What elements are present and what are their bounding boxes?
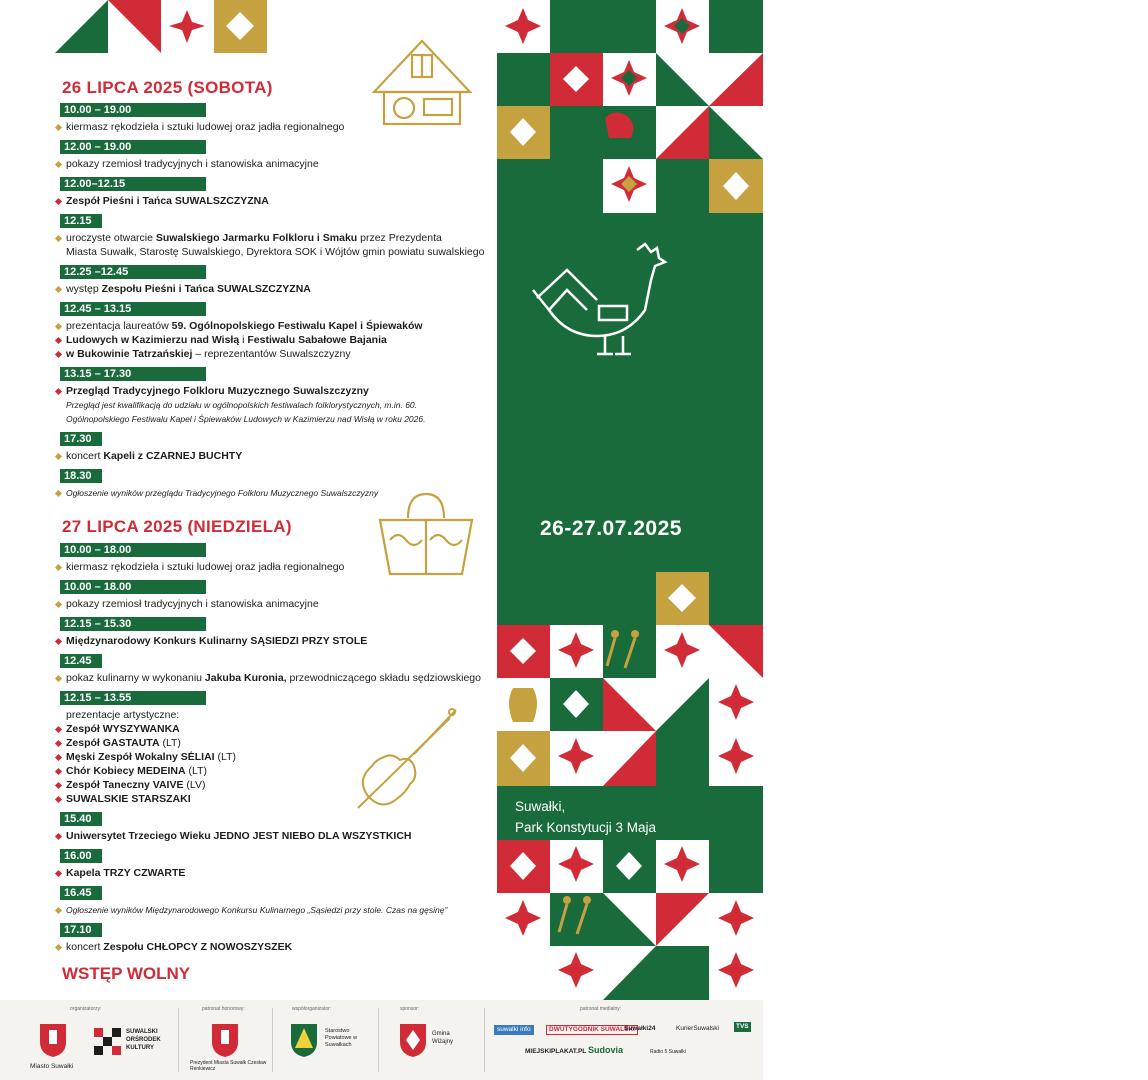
time-badge: 12.15 – 13.55: [60, 691, 206, 705]
bullet-icon: [55, 351, 62, 358]
bullet-icon: [55, 235, 62, 242]
time-badge: 16.45: [60, 886, 102, 900]
time-badge: 16.00: [60, 849, 102, 863]
schedule-line: pokaz kulinarny w wykonaniu Jakuba Kuronia, przewodniczącego składu sędziowskiego: [66, 672, 481, 684]
schedule-line: SUWALSKIE STARSZAKI: [66, 793, 191, 805]
house-icon: [370, 37, 475, 127]
schedule-line: występ Zespołu Pieśni i Tańca SUWALSZCZYZNA: [66, 283, 311, 295]
time-badge: 17.30: [60, 432, 102, 446]
bullet-icon: [55, 796, 62, 803]
bullet-icon: [55, 833, 62, 840]
bullet-icon: [55, 740, 62, 747]
bullet-icon: [55, 286, 62, 293]
time-badge: 12.00–12.15: [60, 177, 206, 191]
time-badge: 12.25 –12.45: [60, 265, 206, 279]
schedule-line: pokazy rzemiosł tradycyjnych i stanowiska animacyjne: [66, 598, 319, 610]
schedule-line: kiermasz rękodzieła i sztuki ludowej oraz jadła regionalnego: [66, 121, 345, 133]
president-crest-icon: [210, 1022, 240, 1058]
bullet-icon: [55, 782, 62, 789]
schedule-line: w Bukowinie Tatrzańskiej – reprezentantów Suwalszczyzny: [66, 348, 351, 360]
gmina-crest-icon: [398, 1022, 428, 1058]
schedule-line: kiermasz rękodzieła i sztuki ludowej oraz jadła regionalnego: [66, 561, 345, 573]
time-badge: 12.45: [60, 654, 102, 668]
event-panel: [497, 0, 1148, 1000]
time-badge: 10.00 – 19.00: [60, 103, 206, 117]
bullet-icon: [55, 490, 62, 497]
schedule-line: Przegląd Tradycyjnego Folkloru Muzycznego Suwalszczyzny: [66, 385, 369, 397]
sok-logo-icon: [94, 1028, 122, 1056]
schedule-line: uroczyste otwarcie Suwalskiego Jarmarku Folkloru i Smaku przez Prezydenta: [66, 232, 442, 244]
schedule-line: Zespół WYSZYWANKA: [66, 723, 180, 735]
schedule-line: Zespół GASTAUTA (LT): [66, 737, 181, 749]
bullet-icon: [55, 388, 62, 395]
time-badge: 10.00 – 18.00: [60, 580, 206, 594]
schedule-line: prezentacje artystyczne:: [66, 709, 180, 721]
bullet-icon: [55, 161, 62, 168]
schedule-line: Ogłoszenie wyników Międzynarodowego Konkursu Kulinarnego „Sąsiedzi przy stole. Czas na gęsinę”: [66, 905, 448, 915]
event-title: Suwalski Jarmark Folkloru i Smaku: [1037, 383, 1148, 504]
bullet-icon: [55, 638, 62, 645]
bullet-icon: [55, 453, 62, 460]
bullet-icon: [55, 870, 62, 877]
bullet-icon: [55, 124, 62, 131]
city-crest-icon: [38, 1022, 68, 1058]
event-date: 26-27.07.2025: [540, 517, 682, 540]
bullet-icon: [55, 675, 62, 682]
violin-icon: [352, 704, 464, 814]
schedule-line: pokazy rzemiosł tradycyjnych i stanowiska animacyjne: [66, 158, 319, 170]
bullet-icon: [55, 323, 62, 330]
county-crest-icon: [289, 1022, 319, 1058]
bullet-icon: [55, 768, 62, 775]
bullet-icon: [55, 944, 62, 951]
pattern-footer: [497, 840, 763, 1000]
schedule-line: Zespół Taneczny VAIVE (LV): [66, 779, 206, 791]
bullet-icon: [55, 198, 62, 205]
schedule-line: koncert Kapeli z CZARNEJ BUCHTY: [66, 450, 243, 462]
schedule-line: Zespół Pieśni i Tańca SUWALSZCZYZNA: [66, 195, 269, 207]
bullet-icon: [55, 601, 62, 608]
time-badge: 10.00 – 18.00: [60, 543, 206, 557]
bullet-icon: [55, 564, 62, 571]
day1-title: 26 LIPCA 2025 (SOBOTA): [62, 78, 273, 97]
schedule-line: koncert Zespołu CHŁOPCY Z NOWOSZYSZEK: [66, 941, 293, 953]
schedule-line: Przegląd jest kwalifikacją do udziału w ogólnopolskich festiwalach folklorystycznych, m.in. 60.: [66, 400, 418, 410]
schedule-line: prezentacja laureatów 59. Ogólnopolskiego Festiwalu Kapel i Śpiewaków: [66, 320, 423, 332]
bullet-icon: [55, 907, 62, 914]
schedule-line: Uniwersytet Trzeciego Wieku JEDNO JEST NIEBO DLA WSZYSTKICH: [66, 830, 412, 842]
schedule-line: Ludowych w Kazimierzu nad Wisłą i Festiwalu Sabałowe Bajania: [66, 334, 387, 346]
day2-title: 27 LIPCA 2025 (NIEDZIELA): [62, 517, 292, 536]
bullet-icon: [55, 754, 62, 761]
time-badge: 18.30: [60, 469, 102, 483]
schedule-line: Kapela TRZY CZWARTE: [66, 867, 186, 879]
time-badge: 15.40: [60, 812, 102, 826]
time-badge: 12.45 – 13.15: [60, 302, 206, 316]
schedule-line: Chór Kobiecy MEDEINA (LT): [66, 765, 207, 777]
bullet-icon: [55, 726, 62, 733]
schedule-line: Męski Zespół Wokalny SĖLIAI (LT): [66, 751, 236, 763]
time-badge: 12.15 – 15.30: [60, 617, 206, 631]
time-badge: 12.00 – 19.00: [60, 140, 206, 154]
bullet-icon: [55, 337, 62, 344]
schedule-line: Międzynarodowy Konkurs Kulinarny SĄSIEDZI PRZY STOLE: [66, 635, 368, 647]
footer: organizatorzy: patronat honorowy: współorganizator: sponsor: patronat medialny: Miasto Suwałki SUWALSKI ORŚRODEK KULTURY Prezydent Miasta Suwałk Czesław Renkiewicz Starostwo Powiatowe w Suwałkach Gmina Wiżajny suwalki info DWUTYGODNIK SUWALSKI Suwałki24 KurierSuwalski TVS MIEJSKIPLAKAT.PL Sudovia Radio 5 Suwałki: [0, 1000, 763, 1080]
event-location: Suwałki, Park Konstytucji 3 Maja: [515, 799, 657, 835]
rooster-icon: [527, 240, 677, 360]
pattern-bottom: [497, 572, 763, 786]
schedule-line: Ogólnopolskiego Festiwalu Kapel i Śpiewaków Ludowych w Kazimierzu nad Wisłą w roku 2026.: [66, 414, 426, 424]
pattern-top: [497, 0, 763, 213]
entry-free: WSTĘP WOLNY: [62, 964, 191, 983]
time-badge: 12.15: [60, 214, 102, 228]
top-pattern: [55, 0, 268, 53]
schedule-line: Ogłoszenie wyników przeglądu Tradycyjnego Folkloru Muzycznego Suwalszczyzny: [66, 488, 379, 498]
time-badge: 17.10: [60, 923, 102, 937]
time-badge: 13.15 – 17.30: [60, 367, 206, 381]
schedule-panel: [0, 0, 497, 1000]
basket-icon: [376, 490, 476, 580]
schedule-line: Miasta Suwałk, Starostę Suwalskiego, Dyrektora SOK i Wójtów gmin powiatu suwalskiego: [66, 246, 485, 258]
